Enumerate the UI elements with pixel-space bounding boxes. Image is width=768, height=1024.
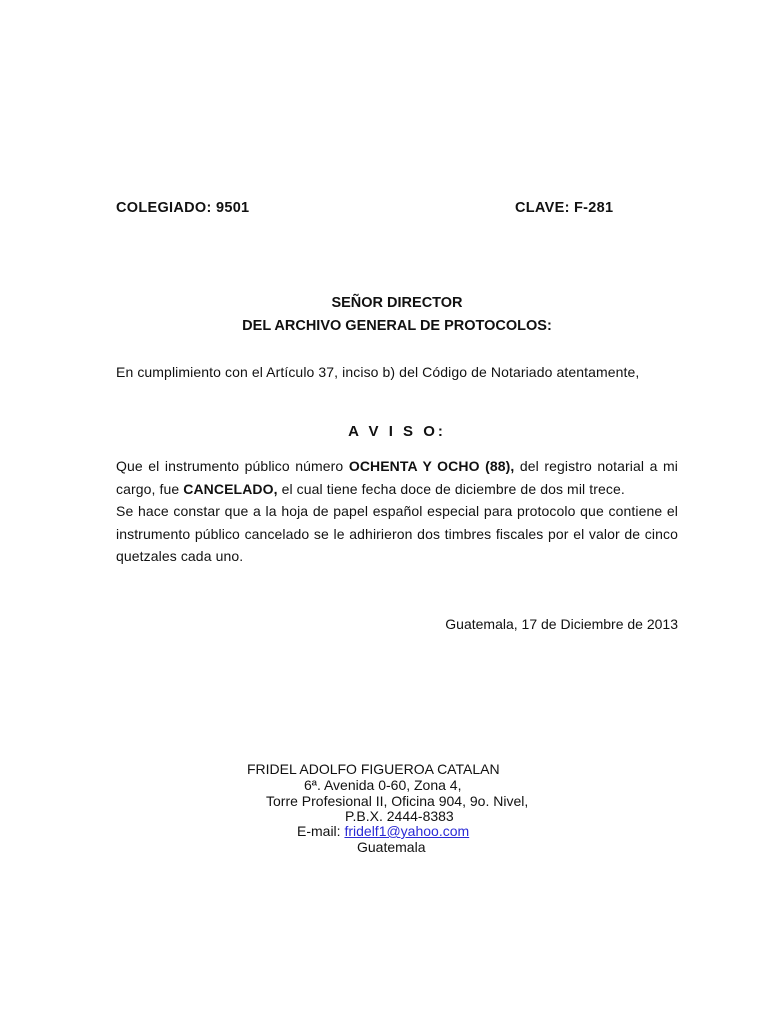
body-text: el cual tiene fecha doce de diciembre de dos mil trece. [277,480,625,497]
salutation-line-2: DEL ARCHIVO GENERAL DE PROTOCOLOS: [242,318,552,334]
intro-paragraph: En cumplimiento con el Artículo 37, inciso b) del Código de Notariado atentamente, [116,364,640,380]
body-text: del registro notarial a mi cargo, fue [116,458,679,497]
aviso-title: A V I S O: [348,423,446,440]
cancelled-status: CANCELADO, [183,480,278,497]
header-row [116,200,636,222]
email-link[interactable]: fridelf1@yahoo.com [344,823,470,839]
clave-code: CLAVE: F-281 [515,200,614,216]
body-paragraph-1 [116,455,678,500]
colegiado-number: COLEGIADO: 9501 [116,200,250,216]
body-paragraph-2: Se hace constar que a la hoja de papel español especial para protocolo que contiene el instrumento público cancelado se le adhirieron dos timbres fiscales por el valor de cinco quetzales cada uno. [116,503,678,564]
email-line [297,824,469,840]
city: Guatemala [357,839,426,855]
body-section [116,455,678,568]
place-date: Guatemala, 17 de Diciembre de 2013 [445,616,678,632]
address-line-1: 6ª. Avenida 0-60, Zona 4, [304,777,462,793]
address-line-2: Torre Profesional II, Oficina 904, 9o. Nivel, [266,793,529,809]
email-label: E-mail: [297,823,345,839]
instrument-number: OCHENTA Y OCHO (88), [348,458,515,474]
signer-name: FRIDEL ADOLFO FIGUEROA CATALAN [247,761,500,777]
salutation-line-1: SEÑOR DIRECTOR [331,295,463,311]
salutation [116,292,678,338]
body-text: Que el instrumento público número [116,458,349,474]
pbx-phone: P.B.X. 2444-8383 [345,808,454,824]
